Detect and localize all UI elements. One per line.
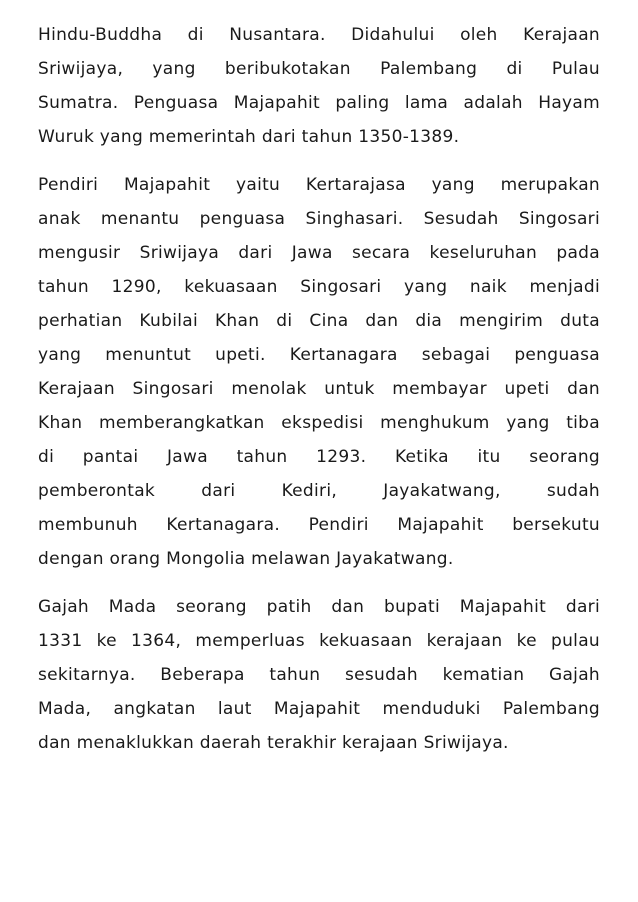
text-line: anak menantu penguasa Singhasari. Sesudah Singosari [38, 209, 600, 229]
text-line: sekitarnya. Beberapa tahun sesudah kematian Gajah [38, 665, 600, 685]
text-line: 1331 ke 1364, memperluas kekuasaan kerajaan ke pulau [38, 631, 600, 651]
text-line: Mada, angkatan laut Majapahit menduduki Palembang [38, 699, 600, 719]
text-line: Sriwijaya, yang beribukotakan Palembang di Pulau [38, 59, 600, 79]
text-line: membunuh Kertanagara. Pendiri Majapahit bersekutu [38, 515, 600, 535]
text-line: perhatian Kubilai Khan di Cina dan dia mengirim duta [38, 311, 600, 331]
text-line: Sumatra. Penguasa Majapahit paling lama adalah Hayam [38, 93, 600, 113]
document-page [38, 18, 600, 774]
paragraph-1 [38, 18, 600, 154]
paragraph-2 [38, 168, 600, 576]
text-line: dan menaklukkan daerah terakhir kerajaan Sriwijaya. [38, 733, 509, 753]
text-line: dengan orang Mongolia melawan Jayakatwang. [38, 549, 454, 569]
text-line: pemberontak dari Kediri, Jayakatwang, sudah [38, 481, 600, 501]
text-line: Gajah Mada seorang patih dan bupati Majapahit dari [38, 597, 600, 617]
text-line: Wuruk yang memerintah dari tahun 1350-1389. [38, 127, 460, 147]
text-line: di pantai Jawa tahun 1293. Ketika itu seorang [38, 447, 600, 467]
text-line: Khan memberangkatkan ekspedisi menghukum yang tiba [38, 413, 600, 433]
text-line: Hindu-Buddha di Nusantara. Didahului oleh Kerajaan [38, 25, 600, 45]
text-line: Pendiri Majapahit yaitu Kertarajasa yang merupakan [38, 175, 600, 195]
text-line: tahun 1290, kekuasaan Singosari yang naik menjadi [38, 277, 600, 297]
text-line: yang menuntut upeti. Kertanagara sebagai penguasa [38, 345, 600, 365]
text-line: Kerajaan Singosari menolak untuk membayar upeti dan [38, 379, 600, 399]
text-line: mengusir Sriwijaya dari Jawa secara keseluruhan pada [38, 243, 600, 263]
paragraph-3 [38, 590, 600, 760]
